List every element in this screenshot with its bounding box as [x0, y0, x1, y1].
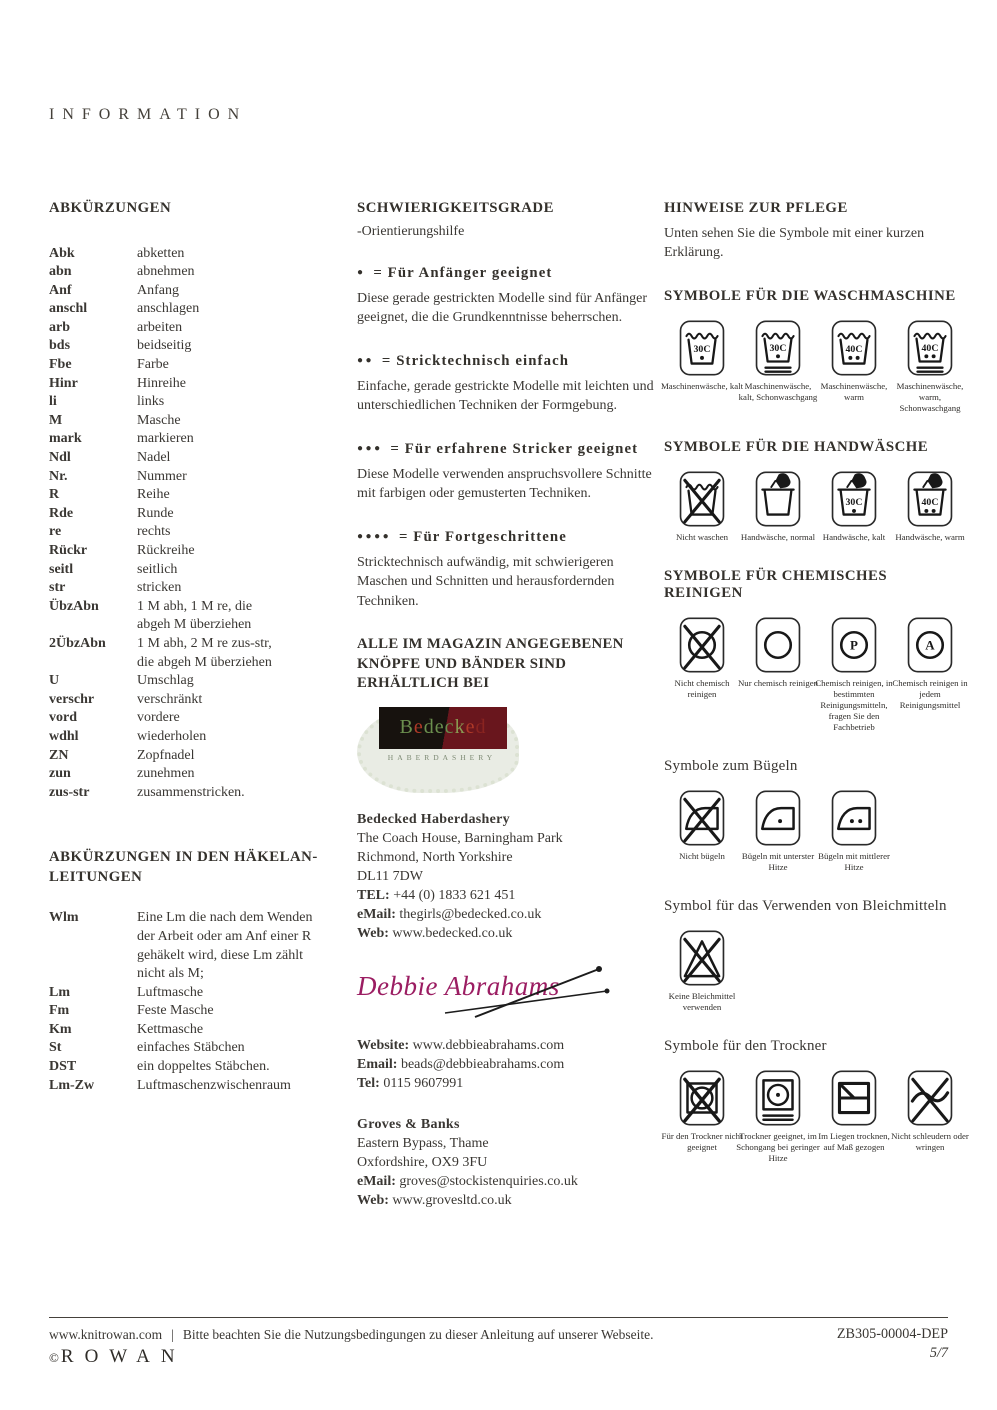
abbreviation-definition: Umschlag — [137, 673, 194, 689]
care-symbol — [892, 1070, 968, 1164]
abbreviation-term: abn — [49, 264, 72, 280]
abbreviation-definition: Reihe — [137, 487, 170, 503]
abbreviation-row — [49, 412, 341, 431]
abbreviations-title: ABKÜRZUNGEN — [49, 200, 172, 216]
abbreviation-term: zun — [49, 766, 71, 782]
page-number: 5/7 — [929, 1345, 948, 1361]
difficulty-title: SCHWIERIGKEITSGRADE — [357, 200, 554, 216]
contact-line: eMail: groves@stockistenquiries.co.uk — [357, 1173, 578, 1189]
abbreviation-term: ZN — [49, 747, 69, 763]
knitting-needles-icon — [357, 963, 617, 1021]
abbreviation-definition: Zopfnadel — [137, 747, 195, 763]
abbreviation-definition: Luftmasche — [137, 984, 204, 1000]
care-symbol — [816, 1070, 892, 1164]
abbreviation-term: Fm — [49, 1003, 70, 1019]
footer-right — [837, 1326, 948, 1362]
care-symbol — [740, 790, 816, 873]
contact-label: eMail: — [357, 906, 396, 922]
abbreviation-row — [49, 319, 341, 338]
care-symbol-row — [664, 471, 966, 543]
abbreviation-term: Rde — [49, 505, 74, 521]
abbreviation-definition: abnehmen — [137, 264, 195, 280]
difficulty-level — [357, 529, 655, 612]
abbreviation-row — [49, 430, 341, 449]
care-symbol-caption: Bügeln mit mittlerer Hitze — [818, 850, 890, 872]
abbreviation-definition: Feste Masche — [137, 1003, 214, 1019]
care-symbol-caption: Handwäsche, warm — [895, 531, 965, 542]
supplier-name: Groves & Banks — [357, 1116, 460, 1132]
machine-wash-40-gentle-icon — [907, 320, 953, 376]
care-symbol-caption: Maschinenwäsche, kalt — [660, 380, 744, 391]
suppliers-title: ALLE IM MAGAZIN ANGEGEBENEN KNÖPFE UND BÄNDER SIND ERHÄLTLICH BEI — [357, 636, 624, 691]
debbie-abrahams-contact — [357, 1036, 655, 1093]
abbreviation-term: arb — [49, 319, 70, 335]
abbreviation-row — [49, 635, 341, 672]
svg-text:40C: 40C — [921, 342, 939, 354]
abbreviation-definition: seitlich — [137, 561, 178, 577]
care-symbol — [816, 617, 892, 733]
abbreviation-term: re — [49, 524, 62, 540]
bedecked-logo-plate — [379, 707, 507, 749]
abbreviation-term: Rückr — [49, 543, 88, 558]
care-section-title: SYMBOLE FÜR CHEMISCHES REINIGEN — [664, 567, 888, 601]
difficulty-level-heading: ●● = Stricktechnisch einfach — [357, 352, 570, 369]
tumble-dry-gentle-icon — [755, 1070, 801, 1126]
abbreviation-row — [49, 728, 341, 747]
care-sections — [660, 287, 969, 1164]
abbreviation-term: Nr. — [49, 468, 68, 484]
debbie-abrahams-logo — [357, 963, 617, 1021]
abbreviations-column — [49, 199, 341, 1095]
abbreviation-row — [49, 672, 341, 691]
care-symbol-row — [660, 320, 966, 414]
abbreviation-definition: wiederholen — [137, 728, 207, 744]
contact-line: eMail: thegirls@bedecked.co.uk — [357, 906, 542, 922]
abbreviation-term: DST — [49, 1059, 77, 1075]
care-symbol — [892, 471, 968, 543]
difficulty-subtitle: -Orientierungshilfe — [357, 223, 465, 239]
care-symbol-caption: Nicht bügeln — [679, 850, 725, 861]
abbreviation-row — [49, 337, 341, 356]
difficulty-levels — [357, 265, 655, 612]
care-symbol-caption: Maschinenwäsche, warm — [820, 380, 888, 402]
abbreviation-term: wdhl — [49, 728, 79, 744]
abbreviation-row — [49, 1077, 341, 1096]
no-tumble-dry-icon — [679, 1070, 725, 1126]
care-symbol — [660, 320, 744, 414]
abbreviation-row — [49, 356, 341, 375]
abbreviation-row — [49, 1039, 341, 1058]
abbreviation-term: Km — [49, 1021, 72, 1037]
abbreviation-definition: einfaches Stäbchen — [137, 1040, 245, 1056]
abbreviation-term: zus-str — [49, 784, 90, 800]
abbreviation-row — [49, 747, 341, 766]
difficulty-level-description: Diese Modelle verwenden anspruchsvollere Schnitte mit farbigen oder gemusterten Techniken. — [357, 466, 652, 501]
care-symbol-row — [664, 930, 966, 1013]
abbreviation-term: Abk — [49, 245, 75, 261]
abbreviation-row — [49, 375, 341, 394]
footer-terms: Bitte beachten Sie die Nutzungsbedingungen zu dieser Anleitung auf unserer Webseite. — [182, 1327, 654, 1342]
care-symbol — [816, 320, 892, 414]
footer-note — [49, 1327, 653, 1343]
abbreviation-row — [49, 263, 341, 282]
abbreviation-row — [49, 282, 341, 301]
contact-label: Email: — [357, 1056, 398, 1072]
abbreviation-term: St — [49, 1040, 62, 1056]
page-title: INFORMATION — [49, 106, 248, 123]
care-section-title: SYMBOLE FÜR DIE WASCHMASCHINE — [664, 287, 956, 304]
svg-text:30C: 30C — [693, 343, 711, 355]
abbreviation-row — [49, 468, 341, 487]
abbreviation-definition: zunehmen — [137, 766, 195, 782]
bedecked-logo-word — [400, 716, 487, 739]
svg-text:30C: 30C — [845, 496, 863, 508]
contact-line: Website: www.debbieabrahams.com — [357, 1037, 565, 1053]
care-symbol — [892, 320, 968, 414]
abbreviation-definition: rechts — [137, 524, 171, 540]
abbreviation-row — [49, 542, 341, 561]
abbreviation-row — [49, 1021, 341, 1040]
no-wash-icon — [679, 471, 725, 527]
bedecked-logo-letter: e — [465, 716, 476, 738]
care-symbol — [892, 617, 968, 733]
abbreviation-definition: Masche — [137, 412, 181, 428]
care-symbol — [664, 930, 740, 1013]
svg-text:P: P — [850, 637, 858, 653]
abbreviation-definition: Rückreihe — [137, 543, 195, 558]
svg-text:40C: 40C — [845, 343, 863, 355]
handwash-30-cold-icon — [831, 471, 877, 527]
difficulty-dots-icon: ●● — [357, 355, 375, 366]
abbreviation-definition: Luftmaschenzwischenraum — [137, 1077, 291, 1093]
footer-site: www.knitrowan.com — [49, 1327, 163, 1342]
abbreviation-row — [49, 709, 341, 728]
abbreviation-definition: Anfang — [137, 282, 179, 298]
bedecked-logo-letter: c — [444, 716, 455, 738]
debbie-abrahams-logo-text: Debbie Abrahams — [357, 970, 560, 1001]
abbreviation-row — [49, 561, 341, 580]
no-bleach-icon — [679, 930, 725, 986]
contact-line: Eastern Bypass, Thame — [357, 1135, 489, 1151]
care-symbol-caption: Nicht waschen — [675, 531, 729, 542]
difficulty-level-description: Einfache, gerade gestrickte Modelle mit leichten und unterschiedlichen Techniken der Formgebung. — [357, 378, 654, 413]
bedecked-logo-letter: B — [399, 716, 414, 738]
contact-line: Email: beads@debbieabrahams.com — [357, 1056, 565, 1072]
abbreviation-term: verschr — [49, 691, 95, 707]
abbreviation-definition: 1 M abh, 2 M re zus-str, die abgeh M überziehen — [137, 635, 272, 670]
contact-label: Web: — [357, 925, 389, 941]
difficulty-level — [357, 353, 655, 416]
machine-wash-40-warm-icon — [831, 320, 877, 376]
supplier-name: Bedecked Haberdashery — [357, 811, 510, 827]
contact-line: Oxfordshire, OX9 3FU — [357, 1154, 488, 1170]
abbreviation-definition: zusammenstricken. — [137, 784, 245, 800]
abbreviation-term: U — [49, 673, 60, 689]
difficulty-suppliers-column — [357, 199, 655, 1210]
abbreviation-row — [49, 505, 341, 524]
contact-line: Web: www.bedecked.co.uk — [357, 925, 513, 941]
care-symbol — [664, 790, 740, 873]
abbreviation-definition: Nummer — [137, 468, 187, 484]
care-symbol — [816, 471, 892, 543]
abbreviation-definition: Nadel — [137, 450, 171, 466]
difficulty-level — [357, 441, 655, 504]
handwash-40-warm-icon — [907, 471, 953, 527]
iron-low-heat-icon — [755, 790, 801, 846]
bedecked-contact — [357, 810, 655, 943]
abbreviation-term: M — [49, 412, 63, 428]
abbreviation-row — [49, 784, 341, 803]
care-symbol — [736, 1070, 820, 1164]
abbreviation-row — [49, 393, 341, 412]
contact-line: TEL: +44 (0) 1833 621 451 — [357, 887, 516, 903]
abbreviation-definition: links — [137, 394, 165, 410]
crochet-abbreviations-title: ABKÜRZUNGEN IN DEN HÄKELAN- LEITUNGEN — [49, 849, 318, 885]
abbreviation-definition: 1 M abh, 1 M re, die abgeh M überziehen — [137, 598, 253, 633]
abbreviation-term: R — [49, 487, 60, 503]
abbreviation-row — [49, 579, 341, 598]
care-section-title: Symbol für das Verwenden von Bleichmitteln — [664, 897, 947, 914]
abbreviation-term: Ndl — [49, 450, 71, 466]
abbreviation-term: seitl — [49, 561, 74, 577]
abbreviation-term: li — [49, 394, 57, 410]
bedecked-logo-letter: d — [423, 716, 435, 738]
contact-label: TEL: — [357, 887, 390, 903]
bedecked-logo — [357, 707, 527, 795]
abbreviation-definition: Hinreihe — [137, 375, 186, 391]
abbreviation-row — [49, 486, 341, 505]
care-symbol-caption: Chemisch reinigen, in bestimmten Reinigungsmitteln, fragen Sie den Fachbetrieb — [815, 677, 893, 732]
bedecked-logo-letter: e — [413, 716, 424, 738]
abbreviation-definition: abketten — [137, 245, 185, 261]
bedecked-logo-letter: e — [434, 716, 445, 738]
machine-wash-30-gentle-icon — [755, 320, 801, 376]
abbreviation-row — [49, 1002, 341, 1021]
no-iron-icon — [679, 790, 725, 846]
abbreviation-term: Anf — [49, 282, 72, 298]
abbreviation-definition: beidseitig — [137, 338, 192, 354]
abbreviations-list — [49, 245, 341, 803]
svg-text:A: A — [925, 637, 935, 653]
handwash-normal-icon — [755, 471, 801, 527]
care-section-title: Symbole zum Bügeln — [664, 757, 798, 774]
abbreviation-definition: stricken — [137, 580, 182, 596]
abbreviation-row — [49, 449, 341, 468]
abbreviation-term: vord — [49, 710, 77, 726]
difficulty-level-heading: ● = Für Anfänger geeignet — [357, 264, 553, 281]
care-symbol — [661, 1070, 743, 1164]
no-dry-clean-icon — [679, 617, 725, 673]
difficulty-dots-icon: ●●●● — [357, 531, 392, 542]
care-symbol — [816, 790, 892, 873]
care-symbol-caption: Nicht chemisch reinigen — [674, 677, 730, 699]
abbreviation-row — [49, 984, 341, 1003]
contact-line: Richmond, North Yorkshire — [357, 849, 513, 865]
dry-clean-p-icon — [831, 617, 877, 673]
care-symbol-caption: Nicht schleudern oder wringen — [891, 1130, 969, 1152]
abbreviation-row — [49, 523, 341, 542]
abbreviation-row — [49, 909, 341, 983]
difficulty-level-description: Diese gerade gestrickten Modelle sind für Anfänger geeignet, die die Grundkenntnisse beherrschen. — [357, 290, 648, 325]
care-symbol-caption: Keine Bleichmittel verwenden — [668, 990, 736, 1012]
abbreviation-term: anschl — [49, 301, 88, 317]
difficulty-level-heading: ●●●● = Für Fortgeschrittene — [357, 528, 567, 545]
care-symbol — [737, 617, 819, 733]
abbreviation-term: Lm-Zw — [49, 1077, 95, 1093]
rowan-logo — [49, 1346, 186, 1368]
groves-banks-contact — [357, 1115, 655, 1210]
iron-medium-heat-icon — [831, 790, 877, 846]
crochet-abbreviations-list — [49, 909, 341, 1095]
abbreviation-row — [49, 1058, 341, 1077]
abbreviation-row — [49, 765, 341, 784]
abbreviation-term: Fbe — [49, 357, 72, 373]
care-symbol-caption: Nur chemisch reinigen — [737, 677, 819, 688]
care-intro: Unten sehen Sie die Symbole mit einer kurzen Erklärung. — [664, 225, 925, 260]
care-symbol-row — [664, 617, 966, 733]
abbreviation-row — [49, 691, 341, 710]
care-symbol-caption: Für den Trockner nicht geeignet — [661, 1130, 743, 1152]
care-symbol-caption: Bügeln mit unterster Hitze — [741, 850, 815, 872]
contact-label: Web: — [357, 1192, 389, 1208]
svg-text:40C: 40C — [921, 496, 939, 508]
contact-line: Web: www.grovesltd.co.uk — [357, 1192, 512, 1208]
bedecked-logo-letter: d — [475, 716, 487, 738]
care-symbol — [740, 471, 816, 543]
care-symbol-row — [661, 1070, 969, 1164]
abbreviation-definition: markieren — [137, 431, 194, 447]
abbreviation-definition: ein doppeltes Stäbchen. — [137, 1059, 270, 1075]
rowan-logo-text: ROWAN — [60, 1346, 186, 1367]
difficulty-level-heading: ●●● = Für erfahrene Stricker geeignet — [357, 440, 639, 457]
care-symbol-caption: Im Liegen trocknen, auf Maß gezogen — [818, 1130, 890, 1152]
svg-text:30C: 30C — [769, 342, 787, 354]
abbreviation-term: str — [49, 580, 66, 596]
difficulty-dots-icon: ●●● — [357, 443, 383, 454]
abbreviation-definition: Runde — [137, 505, 174, 521]
care-symbol — [664, 471, 740, 543]
care-symbol-caption: Maschinenwäsche, warm, Schonwaschgang — [896, 380, 964, 413]
contact-line: DL11 7DW — [357, 868, 423, 884]
abbreviation-definition: Kettmasche — [137, 1021, 204, 1037]
abbreviation-definition: verschränkt — [137, 691, 203, 707]
difficulty-level-description: Stricktechnisch aufwändig, mit schwierigeren Maschen und Schnitten und herausfordernden Techniken. — [357, 554, 615, 609]
contact-label: eMail: — [357, 1173, 396, 1189]
dry-flat-icon — [831, 1070, 877, 1126]
abbreviation-definition: arbeiten — [137, 319, 183, 335]
footer-divider — [49, 1317, 948, 1318]
contact-line: The Coach House, Barningham Park — [357, 830, 563, 846]
bedecked-logo-letter: k — [454, 716, 466, 738]
footer-separator: | — [171, 1327, 174, 1342]
care-symbol — [664, 617, 740, 733]
care-section-title: Symbole für den Trockner — [664, 1037, 827, 1054]
abbreviation-term: 2ÜbzAbn — [49, 635, 106, 651]
abbreviation-row — [49, 245, 341, 264]
care-symbol-caption: Handwäsche, normal — [740, 531, 816, 542]
abbreviation-term: Hinr — [49, 375, 78, 391]
abbreviation-definition: vordere — [137, 710, 180, 726]
care-section-title: SYMBOLE FÜR DIE HANDWÄSCHE — [664, 438, 929, 455]
contact-line: Tel: 0115 9607991 — [357, 1075, 464, 1091]
care-title: HINWEISE ZUR PFLEGE — [664, 200, 848, 216]
bedecked-logo-subtitle: HABERDASHERY — [387, 752, 497, 762]
abbreviation-term: mark — [49, 431, 82, 447]
machine-wash-30-cold-icon — [679, 320, 725, 376]
pattern-code: ZB305-00004-DEP — [836, 1326, 948, 1342]
abbreviation-term: Lm — [49, 984, 70, 1000]
care-symbol-caption: Trockner geeignet, im Schongang bei geringer Hitze — [736, 1130, 820, 1163]
care-column — [660, 199, 969, 1164]
care-symbol-caption: Handwäsche, kalt — [822, 531, 886, 542]
abbreviation-term: ÜbzAbn — [49, 598, 99, 614]
abbreviation-definition: Eine Lm die nach dem Wenden der Arbeit oder am Anf einer R gehäkelt wird, diese Lm zählt nicht als M; — [137, 910, 313, 982]
care-symbol — [740, 320, 816, 414]
contact-label: Website: — [357, 1037, 410, 1053]
abbreviation-term: Wlm — [49, 910, 79, 926]
care-symbol-row — [664, 790, 966, 873]
abbreviation-row — [49, 300, 341, 319]
difficulty-level — [357, 265, 655, 328]
no-wring-icon — [907, 1070, 953, 1126]
abbreviation-row — [49, 598, 341, 635]
abbreviation-term: bds — [49, 338, 71, 354]
contact-label: Tel: — [357, 1075, 380, 1091]
dry-clean-any-icon — [755, 617, 801, 673]
dry-clean-a-icon — [907, 617, 953, 673]
abbreviation-definition: anschlagen — [137, 301, 200, 317]
care-symbol-caption: Chemisch reinigen in jedem Reinigungsmittel — [892, 677, 968, 710]
copyright-symbol: © — [49, 1350, 61, 1365]
difficulty-dots-icon: ● — [357, 267, 366, 278]
abbreviation-definition: Farbe — [137, 357, 169, 373]
care-symbol-caption: Maschinenwäsche, kalt, Schonwaschgang — [738, 380, 818, 402]
